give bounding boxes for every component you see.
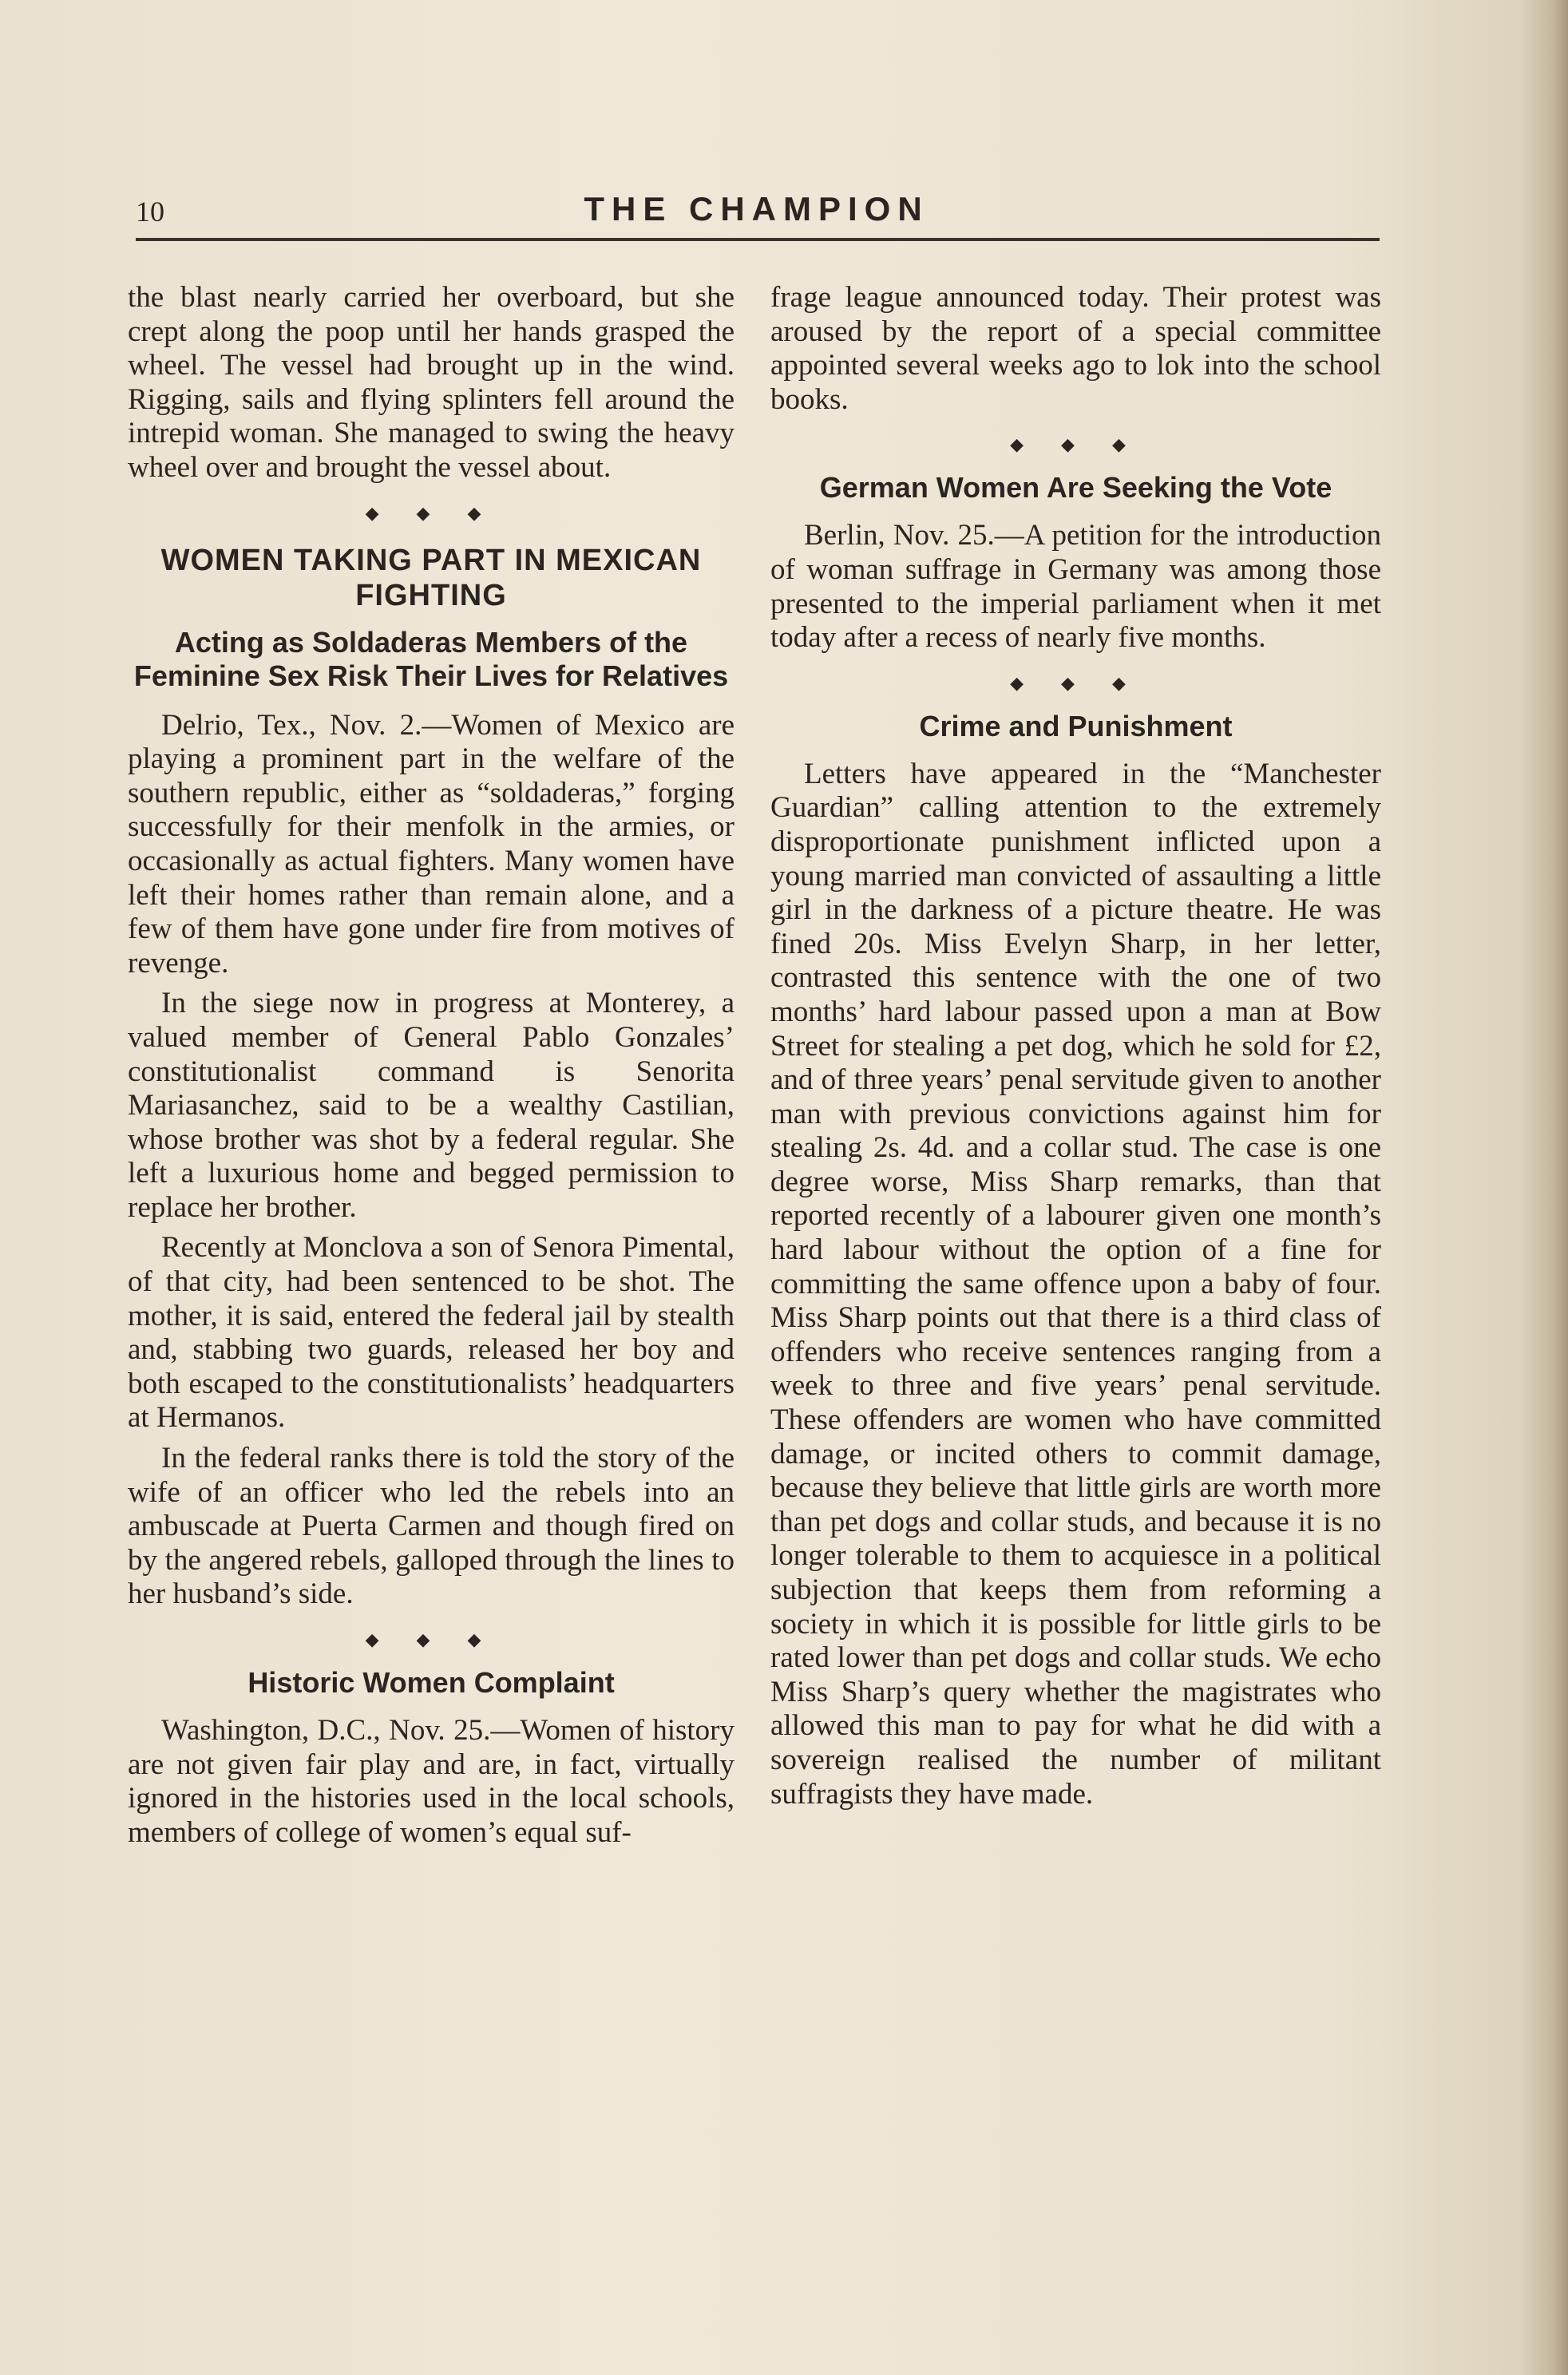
article-headline: Crime and Punishment <box>919 709 1233 742</box>
article-headline: Historic Women Complaint <box>247 1666 615 1699</box>
continued-paragraph: frage league announced today. Their protest was aroused by the report of a special committee appointed several weeks ago to lok into the school books. <box>770 281 1381 416</box>
running-title: THE CHAMPION <box>584 190 929 228</box>
page-edge-shadow <box>1520 0 1568 2375</box>
article-paragraph: Recently at Monclova a son of Senora Pimental, of that city, had been sentenced to be shot. The mother, it is said, entered the federal jail by stealth and, stabbing two guards, released her boy and both escaped to the constitutionalists’ headquarters at Hermanos. <box>128 1231 735 1435</box>
header-rule <box>136 238 1380 241</box>
section-separator: ◆ ◆ ◆ <box>365 1630 497 1650</box>
left-column <box>128 281 735 1850</box>
page-number: 10 <box>136 196 164 228</box>
article-paragraph: Washington, D.C., Nov. 25.—Women of history are not given fair play and are, in fact, virtually ignored in the histories used in the local schools, members of college of women’s equal suf- <box>128 1714 735 1849</box>
section-separator: ◆ ◆ ◆ <box>1010 673 1142 694</box>
article-paragraph: In the federal ranks there is told the story of the wife of an officer who led the rebels into an ambuscade at Puerta Carmen and though fired on by the angered rebels, galloped through the lines to her husband’s side. <box>128 1442 735 1611</box>
section-separator: ◆ ◆ ◆ <box>1010 435 1142 456</box>
article-subheadline: Acting as Soldaderas Members of the Feminine Sex Risk Their Lives for Relatives <box>133 625 729 692</box>
page-header <box>132 190 1381 238</box>
article-paragraph: Berlin, Nov. 25.—A petition for the introduction of woman suffrage in Germany was among those presented to the imperial parliament when it met today after a recess of nearly five months. <box>770 519 1381 655</box>
section-separator: ◆ ◆ ◆ <box>365 503 497 524</box>
article-paragraph: Letters have appeared in the “Manchester Guardian” calling attention to the extremely disproportionate punishment inflicted upon a young married man convicted of assaulting a little girl in the darkness of a picture theatre. He was fined 20s. Miss Evelyn Sharp, in her letter, contrasted this sentence with the one of two months’ hard labour passed upon a man at Bow Street for stealing a pet dog, which he sold for £2, and of three years’ penal servitude given to another man with previous convictions against him for stealing 2s. 4d. and a collar stud. The case is one degree worse, Miss Sharp remarks, than that reported recently of a labourer given one month’s hard labour without the option of a fine for committing the same offence upon a baby of four. Miss Sharp points out that there is a third class of offenders who receive sentences ranging from a week to three and five years’ penal servitude. These offenders are women who have committed damage, or incited others to commit damage, because they believe that little girls are worth more than pet dogs and collar studs, and because it is no longer tolerable to them to acquiesce in a political subjection that keeps them from reforming a society in which it is possible for little girls to be rated lower than pet dogs and collar studs. We echo Miss Sharp’s query whether the magistrates who allowed this man to pay for what he did with a sovereign realised the number of militant suffragists they have made. <box>770 757 1381 1811</box>
right-column <box>770 281 1381 1811</box>
article-paragraph: In the siege now in progress at Monterey, a valued member of General Pablo Gonzales’ constitutionalist command is Senorita Mariasanchez, said to be a wealthy Castilian, whose brother was shot by a federal regular. She left a luxurious home and begged permission to replace her brother. <box>128 987 735 1224</box>
article-paragraph: Delrio, Tex., Nov. 2.—Women of Mexico are playing a prominent part in the welfare of the southern republic, either as “soldaderas,” forging successfully for their menfolk in the armies, or occasionally as actual fighters. Many women have left their homes rather than remain alone, and a few of them have gone under fire from motives of revenge. <box>128 708 735 980</box>
article-headline: German Women Are Seeking the Vote <box>819 471 1332 505</box>
article-headline: WOMEN TAKING PART IN MEXICAN FIGHTING <box>160 543 702 612</box>
continued-paragraph: the blast nearly carried her overboard, but she crept along the poop until her hands grasped the wheel. The vessel had brought up in the wind. Rigging, sails and flying splinters fell around the intrepid woman. She managed to swing the heavy wheel over and brought the vessel about. <box>128 281 735 484</box>
